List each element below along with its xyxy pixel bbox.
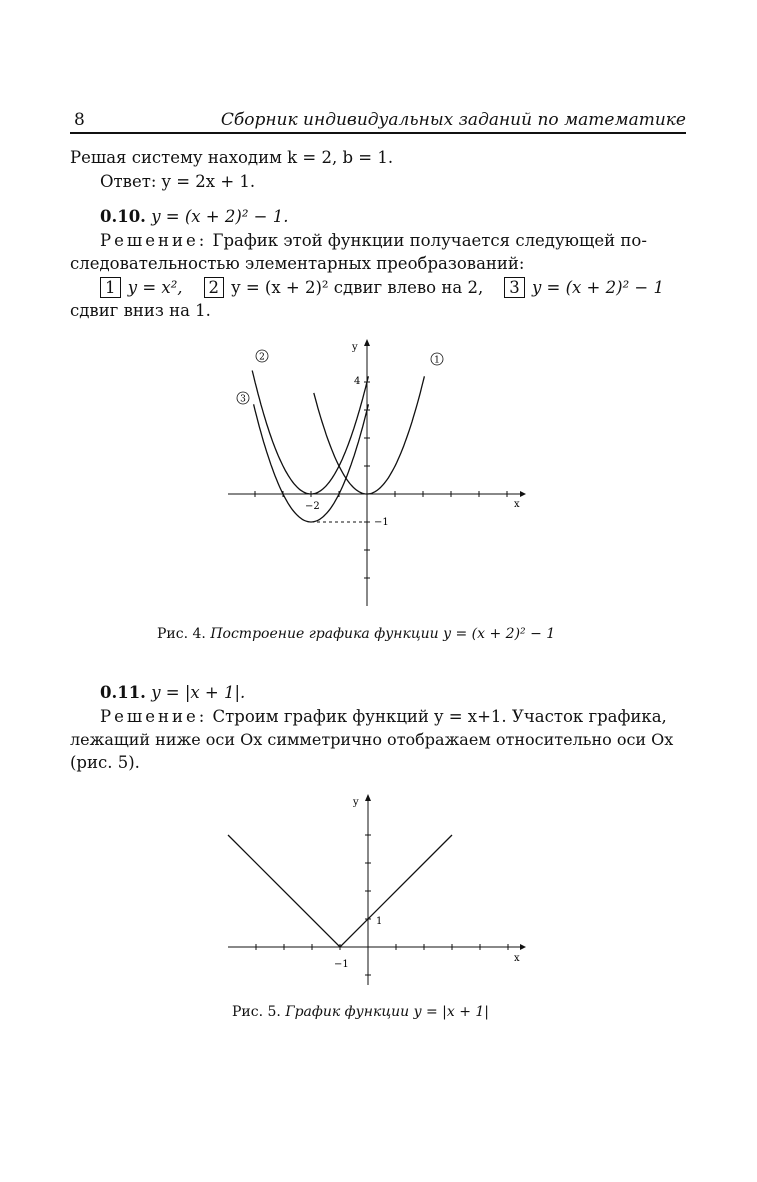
page-number: 8 (74, 110, 85, 130)
steps-line (100, 277, 664, 299)
solution-line-3: (рис. 5). (70, 753, 140, 772)
solution-text: Строим график функций y = x+1. Участок графика, (212, 707, 667, 726)
figure-5-caption (232, 1004, 489, 1020)
figure-5-caption-prefix: Рис. 5. (232, 1004, 281, 1020)
x-axis-arrow (520, 944, 526, 950)
problem-formula: y = (x + 2)² − 1. (151, 207, 289, 226)
curve-2-number: 2 (259, 352, 265, 363)
curve-3-number: 3 (240, 394, 246, 405)
curve-2-parabola (252, 371, 368, 495)
figure-4-caption-text: Построение графика функции y = (x + 2)² − 1 (210, 626, 556, 642)
solution-line-1 (100, 706, 667, 728)
solution-text: График этой функции получается следующей по- (212, 231, 647, 250)
tick-label-y-4: 4 (354, 376, 361, 387)
book-title: Сборник индивидуальных заданий по математике (220, 110, 686, 130)
tick-marks (255, 382, 507, 578)
abs-function-graph (228, 835, 452, 947)
x-axis-arrow (520, 491, 526, 497)
y-axis-label: y (352, 342, 358, 353)
x-axis-label: x (514, 499, 520, 510)
problem-number: 0.11. (100, 683, 146, 702)
x-axis-label: x (514, 953, 520, 964)
step3-text: y = (x + 2)² − 1 (531, 278, 664, 297)
step1-text: y = x², (127, 278, 183, 297)
step3-continuation: сдвиг вниз на 1. (70, 301, 211, 320)
y-axis-label: y (353, 797, 359, 808)
problem-0-10-heading (100, 206, 289, 228)
figure-4-caption-prefix: Рис. 4. (157, 626, 206, 642)
tick-label-y-1: 1 (376, 916, 383, 927)
page-header (70, 108, 686, 134)
problem-number: 0.10. (100, 207, 146, 226)
step1-box: 1 (100, 277, 121, 298)
tick-label-x-minus2: −2 (305, 501, 320, 512)
solution-line-2: следовательностью элементарных преобразований: (70, 254, 525, 273)
step3-box: 3 (504, 277, 525, 298)
problem-0-11-heading (100, 682, 245, 704)
figure-4-plot (222, 336, 532, 611)
figure-5-caption-text: График функции y = |x + 1| (285, 1004, 489, 1020)
answer-line: Ответ: y = 2x + 1. (100, 172, 256, 191)
figure-5-plot (222, 790, 532, 990)
y-axis-arrow (364, 339, 370, 346)
solution-label: Решение: (100, 707, 208, 726)
solution-line-1 (100, 230, 647, 252)
step2-text: y = (x + 2)² сдвиг влево на 2, (231, 278, 484, 297)
curve-1-parabola (314, 376, 425, 494)
problem-formula: y = |x + 1|. (151, 683, 246, 702)
solution-label: Решение: (100, 231, 208, 250)
system-solution-line: Решая систему находим k = 2, b = 1. (70, 148, 394, 167)
solution-line-2: лежащий ниже оси Ox симметрично отображаем относительно оси Ox (70, 730, 674, 749)
tick-label-x-minus1: −1 (334, 959, 349, 970)
tick-label-y-minus1: −1 (374, 517, 389, 528)
figure-4-caption (157, 626, 555, 642)
step2-box: 2 (204, 277, 225, 298)
curve-1-number: 1 (434, 355, 440, 366)
y-axis-arrow (365, 794, 371, 801)
